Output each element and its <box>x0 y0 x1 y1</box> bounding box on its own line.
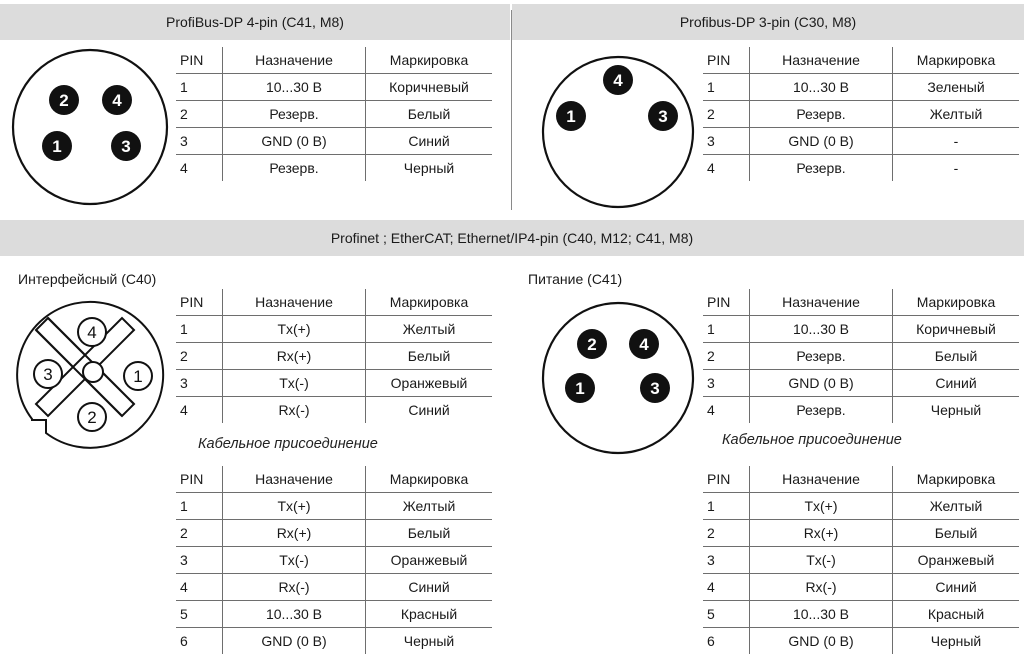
connector-c41-4pin-diagram <box>10 47 170 207</box>
pin-4 <box>78 318 106 346</box>
svg-text:4: 4 <box>639 335 649 354</box>
table-row: 4 Резерв. Черный <box>176 155 492 181</box>
svg-text:1: 1 <box>566 107 576 126</box>
svg-text:2: 2 <box>87 408 97 427</box>
pin-4 <box>102 85 132 115</box>
table-row: 3 Tx(-) Оранжевый <box>176 547 492 574</box>
profibus-3pin-header <box>512 4 1024 40</box>
pin-2 <box>49 85 79 115</box>
table-row: 2 Резерв. Желтый <box>703 101 1019 128</box>
section-title: ProfiBus-DP 4-pin (C41, M8) <box>166 14 344 30</box>
pin-1 <box>556 101 586 131</box>
table-row: 2 Rx(+) Белый <box>703 520 1019 547</box>
table-header-row <box>703 47 1019 74</box>
table-row: 3 GND (0 В) Синий <box>703 370 1019 397</box>
pin-1 <box>124 362 152 390</box>
table-row: 4 Резерв. - <box>703 155 1019 181</box>
col-marking-header: Маркировка <box>389 294 469 310</box>
table-header-row <box>176 289 492 316</box>
profibus-3pin-table <box>703 47 1019 181</box>
connector-c41-power-diagram <box>538 300 698 460</box>
power-table <box>703 289 1019 423</box>
col-pin-header: PIN <box>707 52 731 68</box>
section-title: Profibus-DP 3-pin (C30, M8) <box>679 14 857 30</box>
column-divider <box>511 10 512 210</box>
table-row: 3 Tx(-) Оранжевый <box>703 547 1019 574</box>
table-row: 2 Резерв. Белый <box>176 101 492 128</box>
pin-2 <box>577 329 607 359</box>
section-title: Profinet ; EtherCAT; Ethernet/IP4-pin (C40, M12; C41, M8) <box>330 230 694 246</box>
col-pin-header: PIN <box>180 52 204 68</box>
col-pin-header: PIN <box>707 294 731 310</box>
col-marking-header: Маркировка <box>389 471 469 487</box>
profibus-4pin-table <box>176 47 492 181</box>
svg-text:4: 4 <box>87 323 97 342</box>
col-purpose-header: Назначение <box>749 466 893 492</box>
connector-c40-interface-diagram <box>8 294 178 464</box>
svg-text:2: 2 <box>587 335 597 354</box>
table-row: 6 GND (0 В) Черный <box>176 628 492 654</box>
table-row: 5 10...30 В Красный <box>176 601 492 628</box>
table-row: 3 GND (0 В) - <box>703 128 1019 155</box>
svg-text:3: 3 <box>121 137 131 156</box>
table-row: 2 Резерв. Белый <box>703 343 1019 370</box>
col-purpose-header: Назначение <box>749 289 893 315</box>
cable-note-left: Кабельное присоединение <box>198 436 378 452</box>
pin-4 <box>603 65 633 95</box>
table-header-row <box>176 47 492 74</box>
col-purpose-header: Назначение <box>749 47 893 73</box>
col-purpose-header: Назначение <box>222 289 366 315</box>
table-row: 4 Резерв. Черный <box>703 397 1019 423</box>
interface-table <box>176 289 492 423</box>
table-row: 1 10...30 В Коричневый <box>703 316 1019 343</box>
table-row: 3 Tx(-) Оранжевый <box>176 370 492 397</box>
power-label: Питание (C41) <box>528 271 623 287</box>
table-row: 3 GND (0 В) Синий <box>176 128 492 155</box>
svg-text:1: 1 <box>52 137 62 156</box>
table-row: 4 Rx(-) Синий <box>176 574 492 601</box>
svg-text:1: 1 <box>133 367 143 386</box>
table-row: 4 Rx(-) Синий <box>176 397 492 423</box>
table-header-row <box>703 289 1019 316</box>
table-row: 1 10...30 В Зеленый <box>703 74 1019 101</box>
pin-1 <box>565 373 595 403</box>
pin-3 <box>640 373 670 403</box>
table-row: 6 GND (0 В) Черный <box>703 628 1019 654</box>
ethernet-header <box>0 220 1024 256</box>
pin-4 <box>629 329 659 359</box>
svg-text:1: 1 <box>575 379 585 398</box>
pin-3 <box>648 101 678 131</box>
col-marking-header: Маркировка <box>916 52 996 68</box>
profibus-4pin-header <box>0 4 510 40</box>
table-row: 4 Rx(-) Синий <box>703 574 1019 601</box>
table-row: 1 10...30 В Коричневый <box>176 74 492 101</box>
cable-note-right: Кабельное присоединение <box>722 432 902 448</box>
interface-label: Интерфейсный (C40) <box>18 271 157 287</box>
svg-text:3: 3 <box>650 379 660 398</box>
svg-text:4: 4 <box>613 71 623 90</box>
interface-cable-table <box>176 466 492 654</box>
table-row: 1 Tx(+) Желтый <box>703 493 1019 520</box>
table-row: 1 Tx(+) Желтый <box>176 493 492 520</box>
col-marking-header: Маркировка <box>389 52 469 68</box>
pin-1 <box>42 131 72 161</box>
table-row: 1 Tx(+) Желтый <box>176 316 492 343</box>
svg-text:4: 4 <box>112 91 122 110</box>
col-pin-header: PIN <box>180 294 204 310</box>
pin-3 <box>111 131 141 161</box>
svg-text:3: 3 <box>43 365 53 384</box>
col-purpose-header: Назначение <box>222 47 366 73</box>
connector-c30-3pin-diagram <box>538 55 698 215</box>
table-header-row <box>176 466 492 493</box>
power-cable-table <box>703 466 1019 654</box>
svg-text:2: 2 <box>59 91 69 110</box>
table-row: 2 Rx(+) Белый <box>176 343 492 370</box>
table-row: 2 Rx(+) Белый <box>176 520 492 547</box>
col-pin-header: PIN <box>707 471 731 487</box>
pin-3 <box>34 360 62 388</box>
col-marking-header: Маркировка <box>916 294 996 310</box>
pin-2 <box>78 403 106 431</box>
table-header-row <box>703 466 1019 493</box>
col-pin-header: PIN <box>180 471 204 487</box>
col-marking-header: Маркировка <box>916 471 996 487</box>
table-row: 5 10...30 В Красный <box>703 601 1019 628</box>
col-purpose-header: Назначение <box>222 466 366 492</box>
svg-text:3: 3 <box>658 107 668 126</box>
